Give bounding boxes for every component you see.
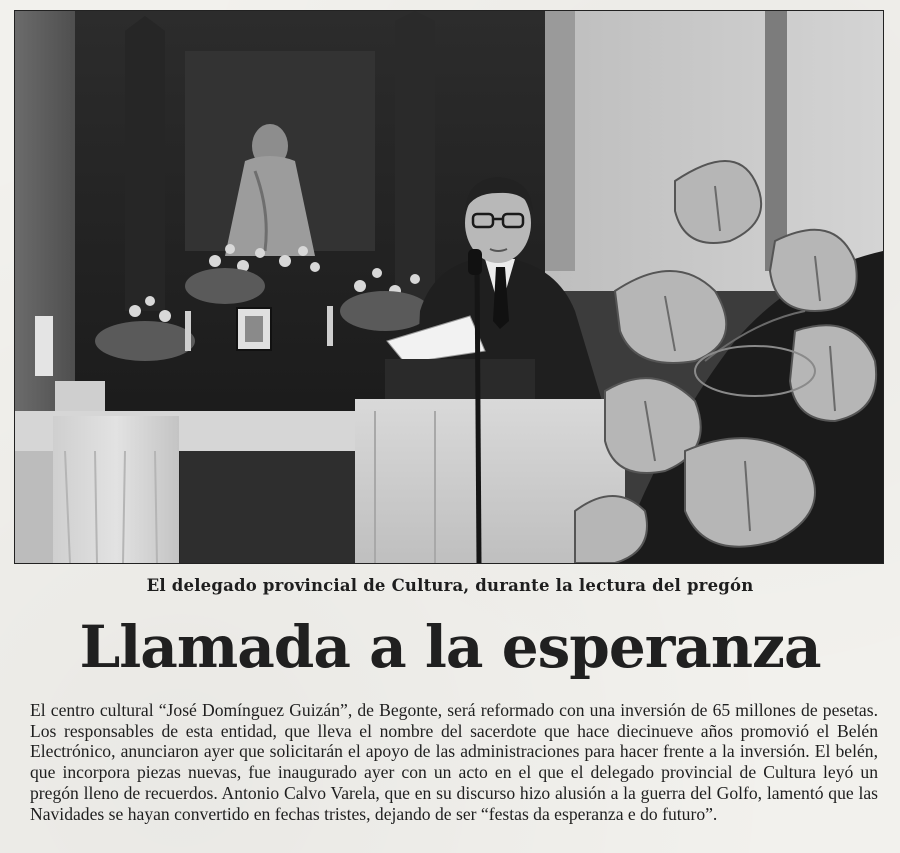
news-photo — [14, 10, 884, 564]
candle — [35, 316, 53, 376]
headline: Llamada a la esperanza — [79, 613, 821, 681]
article-paragraph: El centro cultural “José Domínguez Guizán”, de Begonte, será reformado con una inversión de 65 millones de pesetas. Los responsables de esta entidad, que lleva el nombre del sacerdote que hace diecinueve años promovió el Belén Electrónico, anunciaron ayer que solicitarán el apoyo de las administraciones para hacer frente a la inversión. El belén, que incorpora piezas nuevas, fue inaugurado ayer con un acto en el que el delegado provincial de Cultura leyó un pregón lleno de recuerdos. Antonio Calvo Varela, que en su discurso hizo alusión a la guerra del Golfo, lamentó que las Navidades se hayan convertido en fechas tristes, dejando de ser “festas da esperanza e do futuro”. — [30, 700, 878, 824]
photo-caption: El delegado provincial de Cultura, durante la lectura del pregón — [146, 576, 754, 595]
microphone-stand — [477, 261, 479, 563]
photo-illustration — [15, 11, 883, 563]
article-body — [30, 700, 878, 824]
microphone-icon — [468, 249, 482, 275]
lectern-top — [385, 359, 535, 399]
